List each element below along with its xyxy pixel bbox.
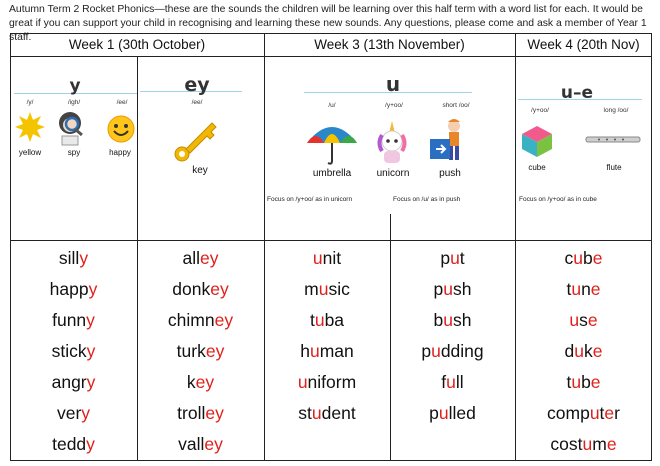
word-1-1: [137, 277, 264, 301]
word-part: lled: [448, 403, 476, 423]
word-3-2: [390, 308, 515, 332]
word-part: comp: [547, 403, 590, 423]
word-part: nit: [322, 248, 342, 268]
word-part: n: [581, 279, 591, 299]
word-part: t: [599, 403, 605, 423]
word-4-2: [515, 308, 652, 332]
word-4-5: [515, 401, 652, 425]
focus-note: Focus on /u/ as in push: [393, 196, 461, 203]
word-4-3: [515, 339, 652, 363]
word-0-2: [10, 308, 137, 332]
word-part: b: [583, 248, 593, 268]
word-1-5: [137, 401, 264, 425]
word-part: all: [182, 248, 201, 268]
word-part: angr: [51, 372, 87, 392]
grapheme-highlight: y: [86, 434, 95, 454]
week1-heading: Week 1 (30th October): [68, 37, 206, 52]
grapheme-y: y: [69, 76, 81, 96]
word-3-0: [390, 246, 515, 270]
spy-icon: [56, 110, 86, 146]
word-0-3: [10, 339, 137, 363]
sound-label: /y+oo/: [531, 107, 549, 114]
sound-label: /ee/: [116, 99, 128, 106]
word-part: t: [309, 310, 315, 330]
word-part: turk: [176, 341, 206, 361]
grapheme-highlight: e: [592, 341, 603, 361]
grapheme-highlight: e: [587, 310, 598, 330]
word-part: b: [581, 372, 591, 392]
header-divider: [10, 56, 652, 57]
sound-label: /igh/: [67, 99, 81, 106]
word-2-2: [264, 308, 390, 332]
word-part: dding: [440, 341, 484, 361]
grapheme-highlight: u: [311, 403, 322, 423]
grapheme-highlight: ey: [210, 279, 229, 299]
word-part: h: [300, 341, 310, 361]
sound-label: /y/: [26, 99, 34, 106]
grapheme-highlight: e: [590, 279, 601, 299]
word-3-1: [390, 277, 515, 301]
grapheme-highlight: ey: [205, 403, 224, 423]
word-part: r: [614, 403, 620, 423]
grapheme-highlight: u: [574, 341, 584, 361]
word-1-2: [137, 308, 264, 332]
grapheme-highlight: u: [571, 372, 582, 392]
sound-label: /ee/: [191, 99, 203, 106]
word-3-3: [390, 339, 515, 363]
grapheme-highlight: y: [88, 279, 98, 299]
card-divider: [10, 240, 652, 241]
word-2-0: [264, 246, 390, 270]
grapheme-highlight: u: [309, 341, 320, 361]
word-part: f: [441, 372, 447, 392]
grapheme-highlight: y: [79, 248, 89, 268]
grapheme-u: u: [385, 72, 401, 96]
word-part: p: [421, 341, 432, 361]
word-part: st: [298, 403, 312, 423]
picture-label: flute: [606, 163, 622, 172]
sound-label: /u/: [328, 102, 336, 109]
word-part: p: [440, 248, 451, 268]
word-part: vall: [178, 434, 205, 454]
word-4-4: [515, 370, 652, 394]
grapheme-highlight: ey: [204, 434, 223, 454]
word-part: sill: [58, 248, 80, 268]
grapheme-highlight: ey: [214, 310, 234, 330]
sound-label: long /oo/: [603, 107, 629, 114]
word-part: t: [566, 279, 572, 299]
grapheme-highlight: e: [604, 403, 615, 423]
sound-label: short /oo/: [442, 102, 470, 109]
word-part: p: [429, 403, 439, 423]
word-1-3: [137, 339, 264, 363]
grapheme-highlight: ey: [200, 248, 219, 268]
grapheme-highlight: u: [297, 372, 308, 392]
word-0-6: [10, 432, 137, 456]
word-part: ver: [56, 403, 82, 423]
grapheme-u-e: u–e: [560, 83, 594, 103]
word-2-5: [264, 401, 390, 425]
grapheme-highlight: u: [438, 403, 449, 423]
grapheme-highlight: u: [450, 248, 460, 268]
word-4-0: [515, 246, 652, 270]
grapheme-highlight: u: [431, 341, 441, 361]
smiley-icon: [106, 114, 136, 144]
word-part: stick: [51, 341, 87, 361]
word-part: troll: [177, 403, 206, 423]
grapheme-highlight: u: [569, 310, 580, 330]
word-part: man: [319, 341, 354, 361]
word-part: ll: [455, 372, 464, 392]
picture-label: cube: [528, 163, 546, 172]
word-1-4: [137, 370, 264, 394]
picture-label: push: [439, 168, 461, 179]
word-0-4: [10, 370, 137, 394]
word-3-5: [390, 401, 515, 425]
picture-label: key: [192, 165, 208, 176]
focus-note: Focus on /y+oo/ as in unicorn: [267, 196, 353, 203]
word-part: k: [186, 372, 196, 392]
word-part: t: [566, 372, 572, 392]
word-part: sh: [452, 310, 472, 330]
grapheme-highlight: u: [582, 434, 593, 454]
picture-label: spy: [67, 148, 81, 157]
word-part: p: [433, 279, 444, 299]
word-part: tedd: [52, 434, 87, 454]
picture-label: happy: [109, 148, 131, 157]
picture-label: yellow: [18, 148, 42, 157]
grapheme-highlight: u: [314, 310, 325, 330]
word-part: t: [459, 248, 465, 268]
grapheme-highlight: u: [446, 372, 456, 392]
cube-icon: [520, 124, 554, 158]
word-1-0: [137, 246, 264, 270]
word-part: m: [304, 279, 319, 299]
unicorn-icon: [374, 119, 410, 165]
word-part: sh: [452, 279, 472, 299]
push-icon: [428, 117, 470, 165]
intro-text: Autumn Term 2 Rocket Phonics—these are the sounds the children will be learning over this half term with a word list for each. It would be great if you can support your child in recognising and learning these new sounds. Any questions, please come and ask a member of Year 1 staff.: [9, 4, 647, 43]
word-0-1: [10, 277, 137, 301]
word-2-3: [264, 339, 390, 363]
grapheme-highlight: e: [606, 434, 617, 454]
word-part: niform: [307, 372, 357, 392]
word-part: c: [564, 248, 574, 268]
word-0-0: [10, 246, 137, 270]
word-part: s: [579, 310, 588, 330]
grapheme-highlight: e: [592, 248, 603, 268]
word-part: funn: [52, 310, 87, 330]
grapheme-highlight: u: [443, 310, 453, 330]
word-0-5: [10, 401, 137, 425]
grapheme-highlight: u: [573, 248, 583, 268]
word-part: dent: [321, 403, 356, 423]
grapheme-highlight: u: [312, 248, 323, 268]
grapheme-ey: ey: [184, 74, 210, 96]
grapheme-highlight: e: [590, 372, 601, 392]
grapheme-highlight: ey: [205, 341, 225, 361]
word-part: donk: [172, 279, 211, 299]
week4-heading: Week 4 (20th Nov): [527, 37, 640, 52]
grapheme-highlight: y: [86, 372, 96, 392]
week3-heading: Week 3 (13th November): [314, 37, 465, 52]
word-part: b: [433, 310, 444, 330]
word-part: d: [564, 341, 575, 361]
picture-label: unicorn: [376, 168, 410, 179]
grapheme-highlight: y: [86, 310, 95, 330]
word-part: m: [592, 434, 607, 454]
picture-label: umbrella: [312, 168, 352, 179]
grapheme-highlight: u: [443, 279, 453, 299]
word-1-6: [137, 432, 264, 456]
word-4-6: [515, 432, 652, 456]
word-part: happ: [49, 279, 89, 299]
word-part: k: [583, 341, 593, 361]
grapheme-highlight: u: [571, 279, 582, 299]
umbrella-icon: [304, 117, 360, 167]
key-icon: [172, 112, 224, 164]
word-4-1: [515, 277, 652, 301]
focus-note: Focus on /y+oo/ as in cube: [519, 196, 597, 203]
grapheme-highlight: y: [86, 341, 96, 361]
word-2-1: [264, 277, 390, 301]
word-2-4: [264, 370, 390, 394]
grapheme-highlight: u: [318, 279, 329, 299]
word-part: sic: [328, 279, 350, 299]
grapheme-highlight: ey: [195, 372, 215, 392]
word-part: ba: [324, 310, 345, 330]
word-part: cost: [550, 434, 583, 454]
word-3-4: [390, 370, 515, 394]
grapheme-highlight: y: [81, 403, 91, 423]
sound-label: /y+oo/: [385, 102, 403, 109]
word-part: chimn: [167, 310, 215, 330]
flute-icon: [585, 134, 641, 146]
sun-icon: [14, 111, 46, 143]
grapheme-highlight: u: [589, 403, 600, 423]
